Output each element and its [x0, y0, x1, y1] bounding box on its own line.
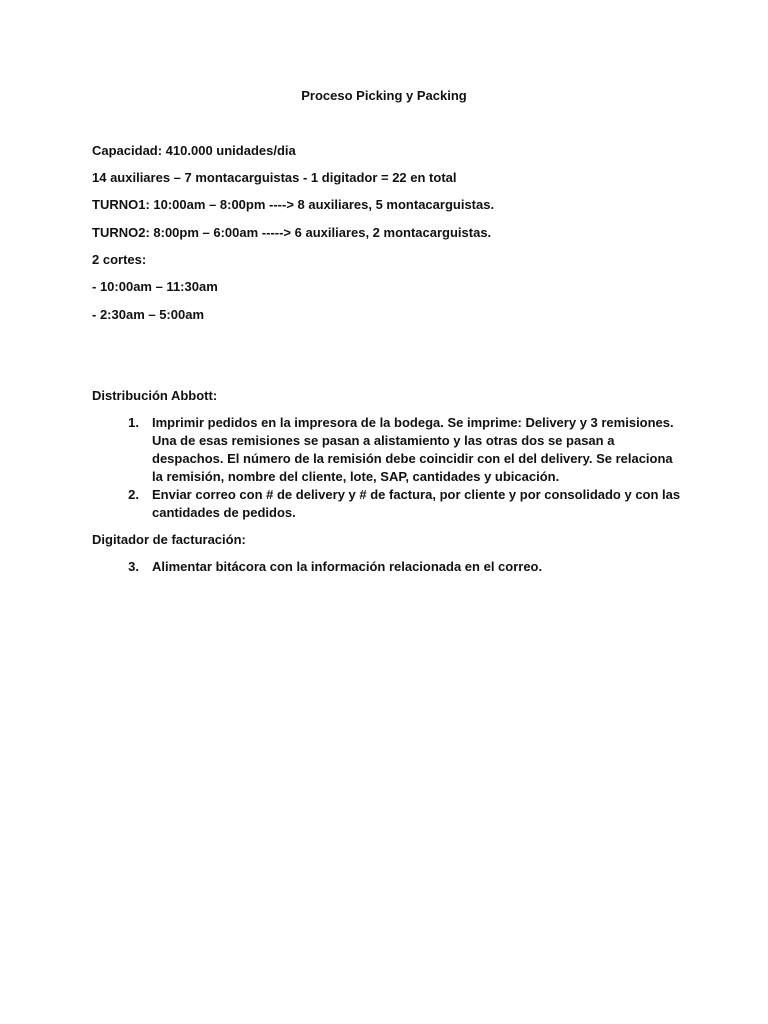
capacidad-line: Capacidad: 410.000 unidades/dia: [92, 143, 296, 158]
list-item: [92, 414, 682, 486]
turno1-label: TURNO1:: [92, 197, 150, 212]
list-item-text: Alimentar bitácora con la información relacionada en el correo.: [152, 559, 543, 574]
turno1-value: 10:00am – 8:00pm ----> 8 auxiliares, 5 montacarguistas.: [149, 197, 495, 212]
corte-1: - 10:00am – 11:30am: [92, 279, 218, 294]
cortes-heading: 2 cortes:: [92, 252, 147, 267]
list-item-number: 2.: [128, 487, 139, 502]
document-title: Proceso Picking y Packing: [301, 88, 467, 103]
list-item: [92, 486, 682, 522]
corte-2: - 2:30am – 5:00am: [92, 307, 205, 322]
personal-line: 14 auxiliares – 7 montacarguistas - 1 digitador = 22 en total: [92, 170, 457, 185]
list-item-text: Enviar correo con # de delivery y # de factura, por cliente y por consolidado y con las cantidades de pedidos.: [152, 487, 681, 520]
turno2-label: TURNO2:: [92, 225, 150, 240]
list-item: [92, 558, 682, 576]
distribucion-heading: Distribución Abbott:: [92, 388, 218, 403]
distribucion-list: [92, 414, 682, 522]
list-item-text: Imprimir pedidos en la impresora de la bodega. Se imprime: Delivery y 3 remisiones. Una de esas remisiones se pasan a alistamiento y las otras dos se pasan a despachos. El número de la remisión debe coincidir con el del delivery. Se relaciona la remisión, nombre del cliente, lote, SAP, cantidades y ubicación.: [152, 415, 674, 484]
digitador-heading: Digitador de facturación:: [92, 532, 246, 547]
turno2-value: 8:00pm – 6:00am -----> 6 auxiliares, 2 montacarguistas.: [149, 225, 492, 240]
list-item-number: 3.: [128, 559, 139, 574]
turno2-line: [92, 225, 491, 240]
turno1-line: [92, 197, 494, 212]
digitador-list: [92, 558, 682, 576]
list-item-number: 1.: [128, 415, 139, 430]
